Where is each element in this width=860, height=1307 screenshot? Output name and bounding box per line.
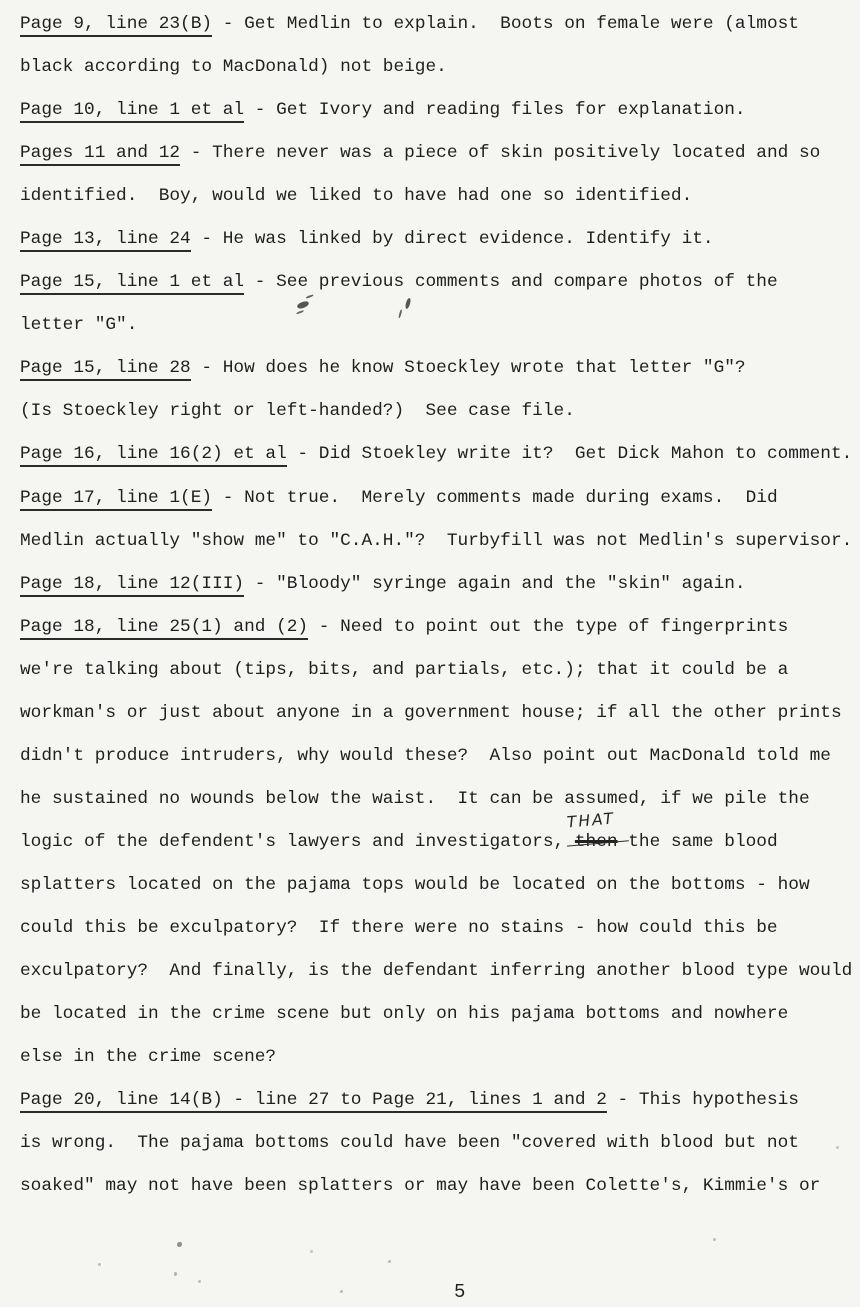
text-line [20, 993, 858, 1036]
scan-speck [177, 1242, 182, 1247]
text-line [20, 1079, 858, 1122]
text-line [20, 304, 858, 347]
line-text: he sustained no wounds below the waist. It can be assumed, if we pile the [20, 788, 810, 809]
line-text: we're talking about (tips, bits, and partials, etc.); that it could be a [20, 659, 789, 680]
line-text: be located in the crime scene but only on his pajama bottoms and nowhere [20, 1004, 789, 1025]
section-heading: Page 10, line 1 et al [20, 100, 244, 123]
text-line [20, 477, 858, 520]
text-line [20, 1036, 858, 1079]
handwritten-annotation: THAT [563, 796, 629, 846]
line-text: - Need to point out the type of fingerprints [308, 616, 789, 637]
correction-cluster [566, 809, 618, 864]
line-text: (Is Stoeckley right or left-handed?) See case file. [20, 401, 575, 422]
scan-speck [340, 1290, 343, 1293]
text-line [20, 1122, 858, 1165]
line-text: the same blood [617, 831, 778, 852]
line-text: - "Bloody" syringe again and the "skin" again. [244, 573, 746, 594]
line-text: identified. Boy, would we liked to have had one so identified. [20, 186, 693, 207]
scan-speck [198, 1280, 201, 1283]
section-heading: Page 18, line 12(III) [20, 574, 244, 597]
document-text-body [20, 3, 858, 1208]
text-line [20, 520, 858, 563]
section-heading: Pages 11 and 12 [20, 143, 180, 166]
line-text: soaked" may not have been splatters or may have been Colette's, Kimmie's or [20, 1176, 821, 1197]
line-text: - Did Stoekley write it? Get Dick Mahon to comment. [286, 444, 853, 465]
line-text: - See previous comments and compare photos of the [244, 272, 778, 293]
text-line [20, 649, 858, 692]
line-text: didn't produce intruders, why would these? Also point out MacDonald told me [20, 745, 831, 766]
section-heading: Page 20, line 14(B) - line 27 to Page 21, lines 1 and 2 [20, 1090, 607, 1113]
line-text: - There never was a piece of skin positively located and so [180, 143, 821, 164]
line-text: - This hypothesis [606, 1090, 799, 1111]
text-line [20, 218, 858, 261]
section-heading: Page 13, line 24 [20, 229, 191, 252]
line-text: - How does he know Stoeckley wrote that letter "G"? [190, 358, 746, 379]
section-heading: Page 15, line 28 [20, 358, 191, 381]
line-text: is wrong. The pajama bottoms could have been "covered with blood but not [20, 1133, 799, 1154]
struck-word: then [574, 831, 618, 852]
text-line [20, 89, 858, 132]
line-text: else in the crime scene? [20, 1047, 277, 1068]
text-line [20, 809, 858, 864]
text-line [20, 735, 858, 778]
section-heading: Page 18, line 25(1) and (2) [20, 617, 308, 640]
page-number: 5 [454, 1281, 466, 1303]
text-line [20, 347, 858, 390]
text-line [20, 907, 858, 950]
line-text: could this be exculpatory? If there were no stains - how could this be [20, 917, 778, 938]
section-heading: Page 17, line 1(E) [20, 488, 212, 511]
scan-speck [310, 1250, 313, 1253]
section-heading: Page 9, line 23(B) [20, 14, 212, 37]
text-line [20, 175, 858, 218]
line-text: letter "G". [20, 315, 138, 336]
line-text: - He was linked by direct evidence. Identify it. [190, 229, 714, 250]
line-text: - Not true. Merely comments made during exams. Did [212, 487, 778, 508]
text-line [20, 390, 858, 433]
text-line [20, 132, 858, 175]
text-line [20, 1165, 858, 1208]
line-text: logic of the defendent's lawyers and investigators, [20, 831, 575, 852]
section-heading: Page 16, line 16(2) et al [20, 444, 287, 467]
scan-speck [388, 1260, 391, 1263]
text-line [20, 950, 858, 993]
text-line [20, 692, 858, 735]
text-line [20, 563, 858, 606]
text-line [20, 778, 858, 821]
line-text: exculpatory? And finally, is the defendant inferring another blood type would [20, 961, 853, 982]
line-text: black according to MacDonald) not beige. [20, 57, 447, 78]
line-text: - Get Ivory and reading files for explanation. [244, 100, 746, 121]
scan-speck [713, 1238, 716, 1241]
line-text: Medlin actually "show me" to "C.A.H."? Turbyfill was not Medlin's supervisor. [20, 530, 853, 551]
line-text: - Get Medlin to explain. Boots on female were (almost [212, 14, 799, 34]
text-line [20, 433, 858, 476]
scan-speck [98, 1263, 101, 1266]
line-text: workman's or just about anyone in a government house; if all the other prints [20, 702, 842, 723]
scan-speck [174, 1272, 177, 1276]
text-line [20, 46, 858, 89]
section-heading: Page 15, line 1 et al [20, 272, 244, 295]
text-line [20, 864, 858, 907]
text-line [20, 3, 858, 46]
text-line [20, 261, 858, 304]
text-line [20, 606, 858, 649]
line-text: splatters located on the pajama tops would be located on the bottoms - how [20, 874, 810, 895]
